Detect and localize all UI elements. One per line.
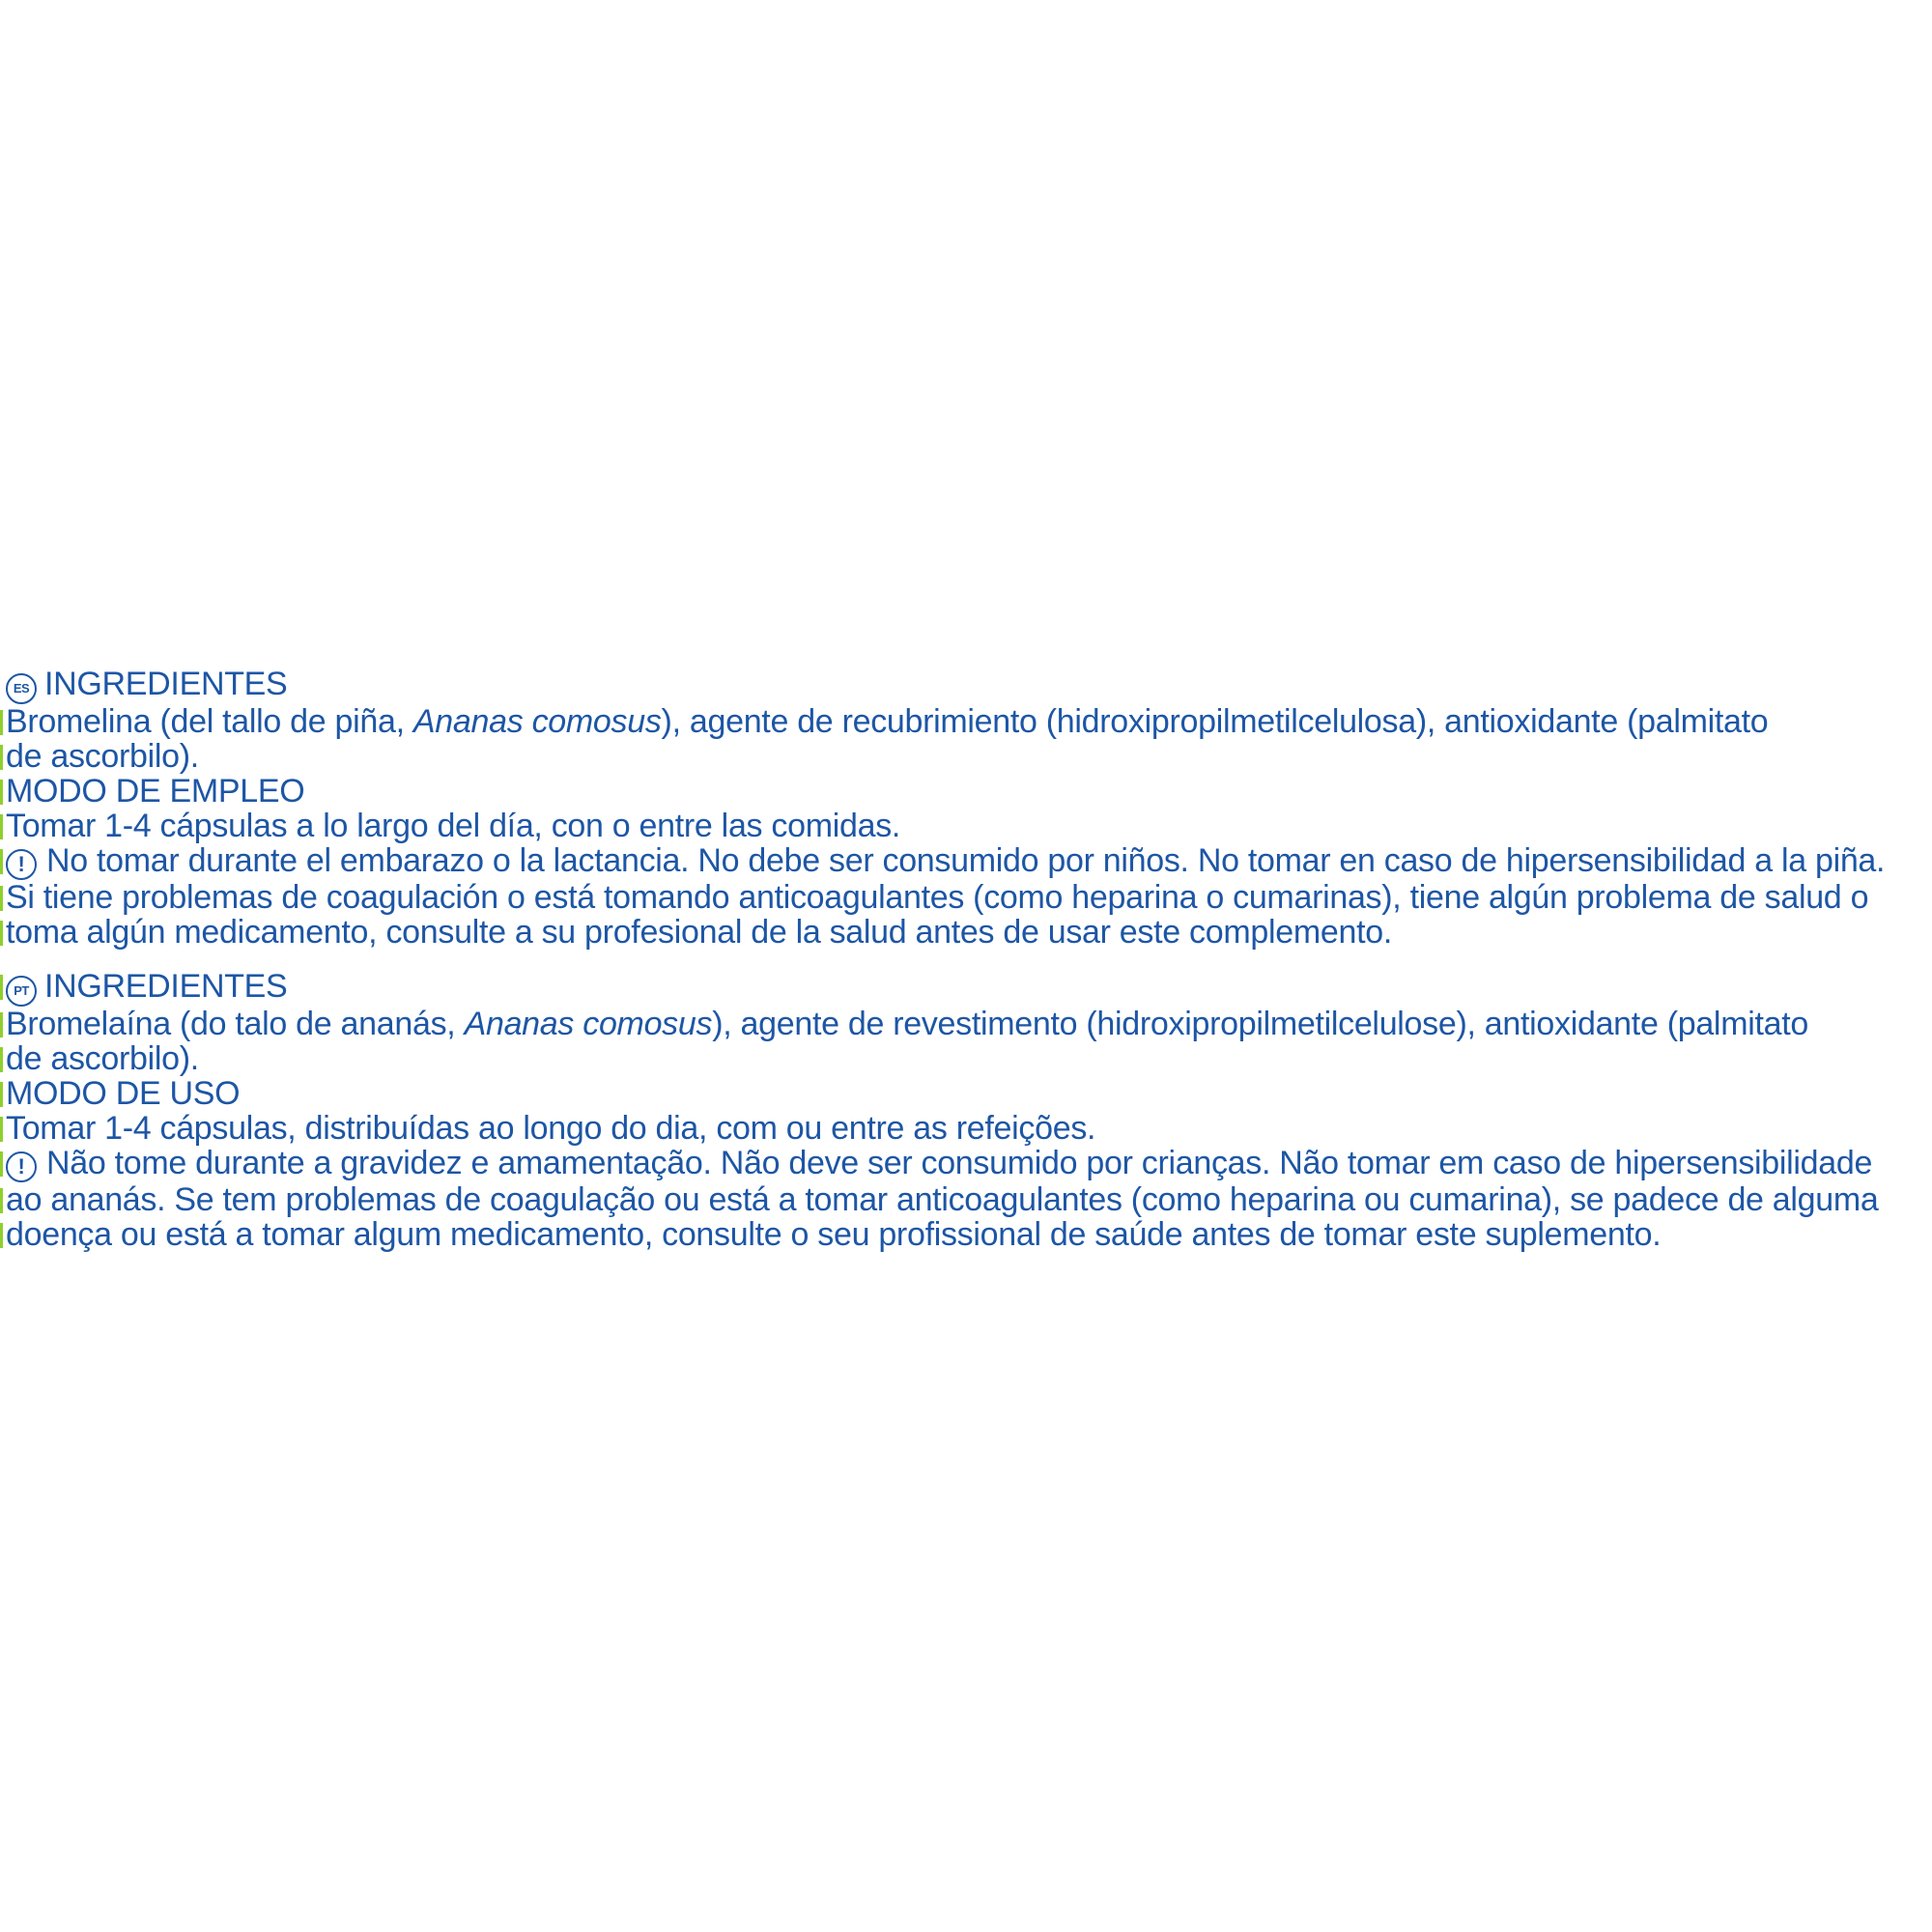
pt-ingredients-line-2: de ascorbilo). bbox=[0, 1041, 1932, 1076]
es-warning-text-1: No tomar durante el embarazo o la lactancia. No debe ser consumido por niños. No tomar en caso de hipersensibilidad a la piña. bbox=[46, 842, 1886, 879]
pt-ingredients-species: Ananas comosus bbox=[464, 1006, 713, 1042]
pt-ingredients-heading: INGREDIENTES bbox=[44, 968, 288, 1005]
pt-ingredients-line-1 bbox=[0, 1007, 1932, 1041]
pt-warning-text-1: Não tome durante a gravidez e amamentação. Não deve ser consumido por crianças. Não tomar em caso de hipersensibilidade bbox=[46, 1145, 1873, 1181]
language-badge-pt-icon: PT bbox=[6, 976, 37, 1007]
product-label-text bbox=[0, 667, 1932, 1252]
es-ingredients-line-1 bbox=[0, 704, 1932, 739]
section-es bbox=[0, 667, 1932, 950]
es-ingredients-text-post: ), agente de recubrimiento (hidroxipropilmetilcelulosa), antioxidante (palmitato bbox=[661, 703, 1769, 740]
es-ingredients-heading-line bbox=[0, 667, 1932, 704]
pt-usage-text: Tomar 1-4 cápsulas, distribuídas ao longo do dia, com ou entre as refeições. bbox=[0, 1111, 1932, 1146]
es-ingredients-heading: INGREDIENTES bbox=[44, 666, 288, 702]
es-warning-line-1 bbox=[0, 843, 1932, 880]
exclamation-circle-icon: ! bbox=[6, 849, 37, 880]
pt-ingredients-heading-line bbox=[0, 969, 1932, 1007]
language-badge-es-icon: ES bbox=[6, 673, 37, 704]
exclamation-circle-icon: ! bbox=[6, 1151, 37, 1182]
pt-ingredients-text-post: ), agente de revestimento (hidroxipropilmetilcelulose), antioxidante (palmitato bbox=[712, 1006, 1808, 1042]
es-usage-heading: MODO DE EMPLEO bbox=[0, 774, 1932, 809]
es-warning-line-2: Si tiene problemas de coagulación o está tomando anticoagulantes (como heparina o cumarinas), tiene algún problema de salud o bbox=[0, 880, 1932, 915]
es-warning-line-3: toma algún medicamento, consulte a su profesional de la salud antes de usar este complemento. bbox=[0, 915, 1932, 950]
pt-usage-heading: MODO DE USO bbox=[0, 1076, 1932, 1111]
pt-warning-line-2: ao ananás. Se tem problemas de coagulação ou está a tomar anticoagulantes (como heparina ou cumarina), se padece de alguma bbox=[0, 1182, 1932, 1217]
es-usage-text: Tomar 1-4 cápsulas a lo largo del día, con o entre las comidas. bbox=[0, 809, 1932, 843]
pt-warning-line-3: doença ou está a tomar algum medicamento, consulte o seu profissional de saúde antes de tomar este suplemento. bbox=[0, 1217, 1932, 1252]
es-ingredients-text-pre: Bromelina (del tallo de piña, bbox=[6, 703, 413, 740]
es-ingredients-line-2: de ascorbilo). bbox=[0, 739, 1932, 774]
section-pt bbox=[0, 969, 1932, 1252]
section-divider-space bbox=[0, 950, 1932, 969]
pt-ingredients-text-pre: Bromelaína (do talo de ananás, bbox=[6, 1006, 465, 1042]
es-ingredients-species: Ananas comosus bbox=[412, 703, 662, 740]
pt-warning-line-1 bbox=[0, 1146, 1932, 1182]
